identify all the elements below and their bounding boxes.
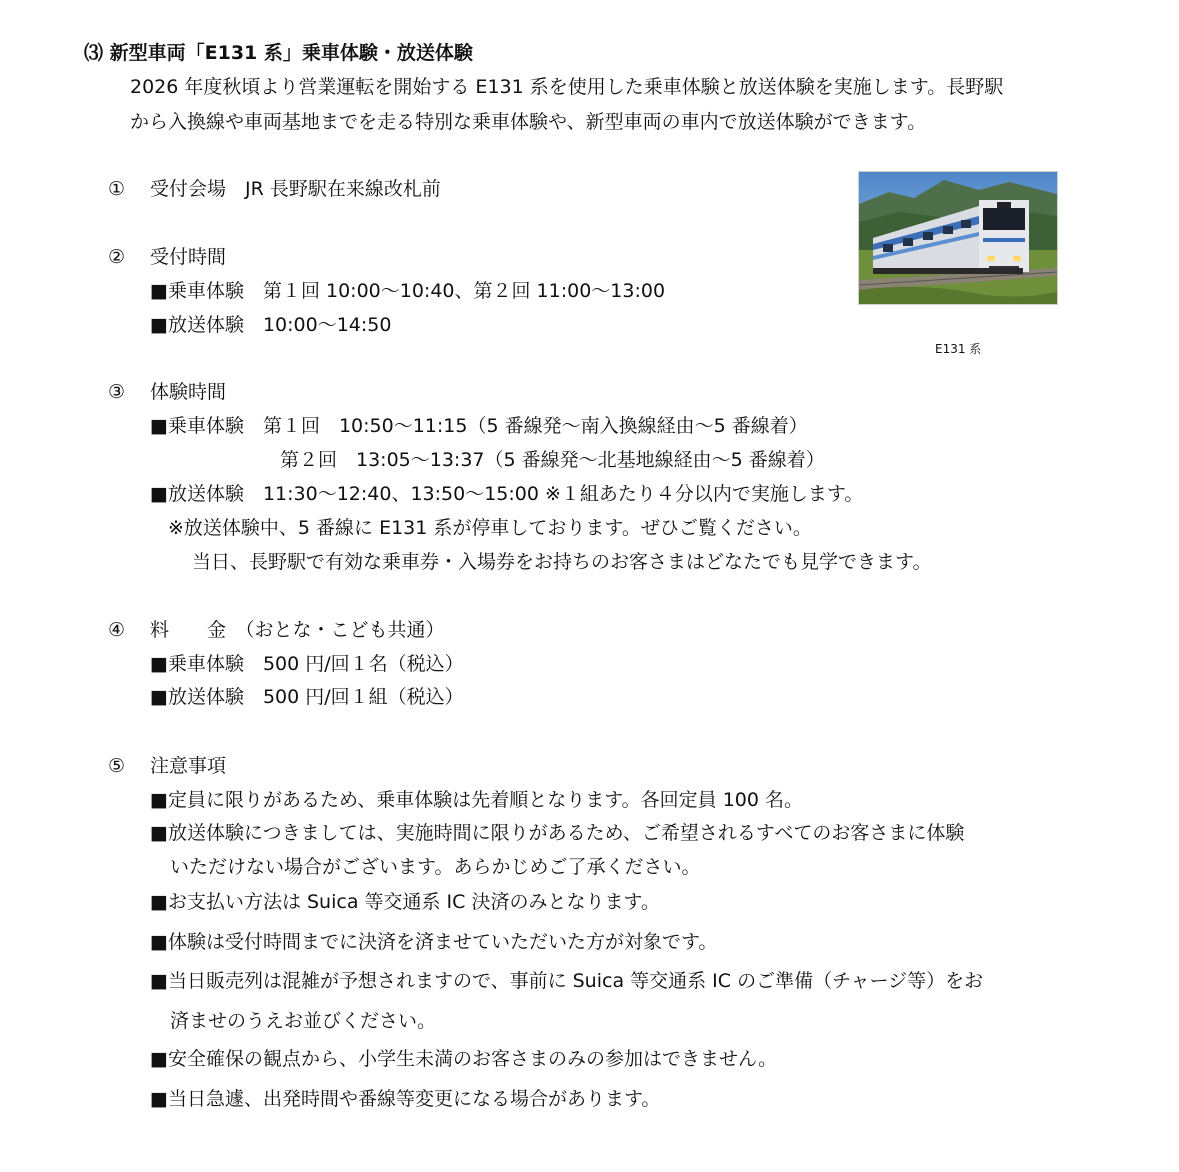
section-3-line: ■乗車体験 第１回 10:50〜11:15（5 番線発〜南入換線経由〜5 番線着）: [150, 415, 808, 437]
section-4-title: 料 金 （おとな・こども共通）: [150, 619, 445, 641]
section-1-title: 受付会場 JR 長野駅在来線改札前: [150, 178, 441, 200]
section-5-line: ■放送体験につきましては、実施時間に限りがあるため、ご希望されるすべてのお客さまに体験: [150, 822, 965, 844]
heading: ⑶ 新型車両「E131 系」乗車体験・放送体験: [84, 42, 473, 64]
section-2-title: 受付時間: [150, 246, 227, 268]
section-5-line: ■お支払い方法は Suica 等交通系 IC 決済のみとなります。: [150, 891, 660, 913]
section-5-line: ■体験は受付時間までに決済を済ませていただいた方が対象です。: [150, 931, 718, 953]
section-3-line: ■放送体験 11:30〜12:40、13:50〜15:00 ※１組あたり４分以内で実施します。: [150, 483, 864, 505]
section-2-number: ②: [108, 246, 126, 268]
section-5-line: ■安全確保の観点から、小学生未満のお客さまのみの参加はできません。: [150, 1048, 778, 1070]
section-4-number: ④: [108, 619, 126, 641]
section-5-line: ■当日急遽、出発時間や番線等変更になる場合があります。: [150, 1088, 661, 1110]
image-caption: E131 系: [935, 342, 982, 356]
intro-line-2: から入換線や車両基地までを走る特別な乗車体験や、新型車両の車内で放送体験ができます。: [130, 111, 927, 133]
section-5-line: 済ませのうえお並びください。: [170, 1010, 437, 1032]
section-3-note: ※放送体験中、5 番線に E131 系が停車しております。ぜひご覧ください。: [168, 517, 812, 539]
intro-line-1: 2026 年度秋頃より営業運転を開始する E131 系を使用した乗車体験と放送体験を実施します。長野駅: [130, 76, 1004, 98]
section-5-number: ⑤: [108, 755, 126, 777]
section-3-line: 第２回 13:05〜13:37（5 番線発〜北基地線経由〜5 番線着）: [280, 449, 825, 471]
section-2-line: ■放送体験 10:00〜14:50: [150, 314, 392, 336]
section-4-line: ■乗車体験 500 円/回１名（税込）: [150, 653, 464, 675]
train-photo: [858, 171, 1058, 305]
section-1-number: ①: [108, 178, 126, 200]
section-5-line: ■当日販売列は混雑が予想されますので、事前に Suica 等交通系 IC のご準備（チャージ等）をお: [150, 970, 984, 992]
section-4-line: ■放送体験 500 円/回１組（税込）: [150, 686, 464, 708]
section-5-title: 注意事項: [150, 755, 227, 777]
section-2-line: ■乗車体験 第１回 10:00〜10:40、第２回 11:00〜13:00: [150, 280, 666, 302]
section-5-line: いただけない場合がございます。あらかじめご了承ください。: [170, 856, 701, 878]
section-3-note: 当日、長野駅で有効な乗車券・入場券をお持ちのお客さまはどなたでも見学できます。: [192, 551, 932, 573]
section-3-number: ③: [108, 381, 126, 403]
section-3-title: 体験時間: [150, 381, 227, 403]
section-5-line: ■定員に限りがあるため、乗車体験は先着順となります。各回定員 100 名。: [150, 789, 804, 811]
